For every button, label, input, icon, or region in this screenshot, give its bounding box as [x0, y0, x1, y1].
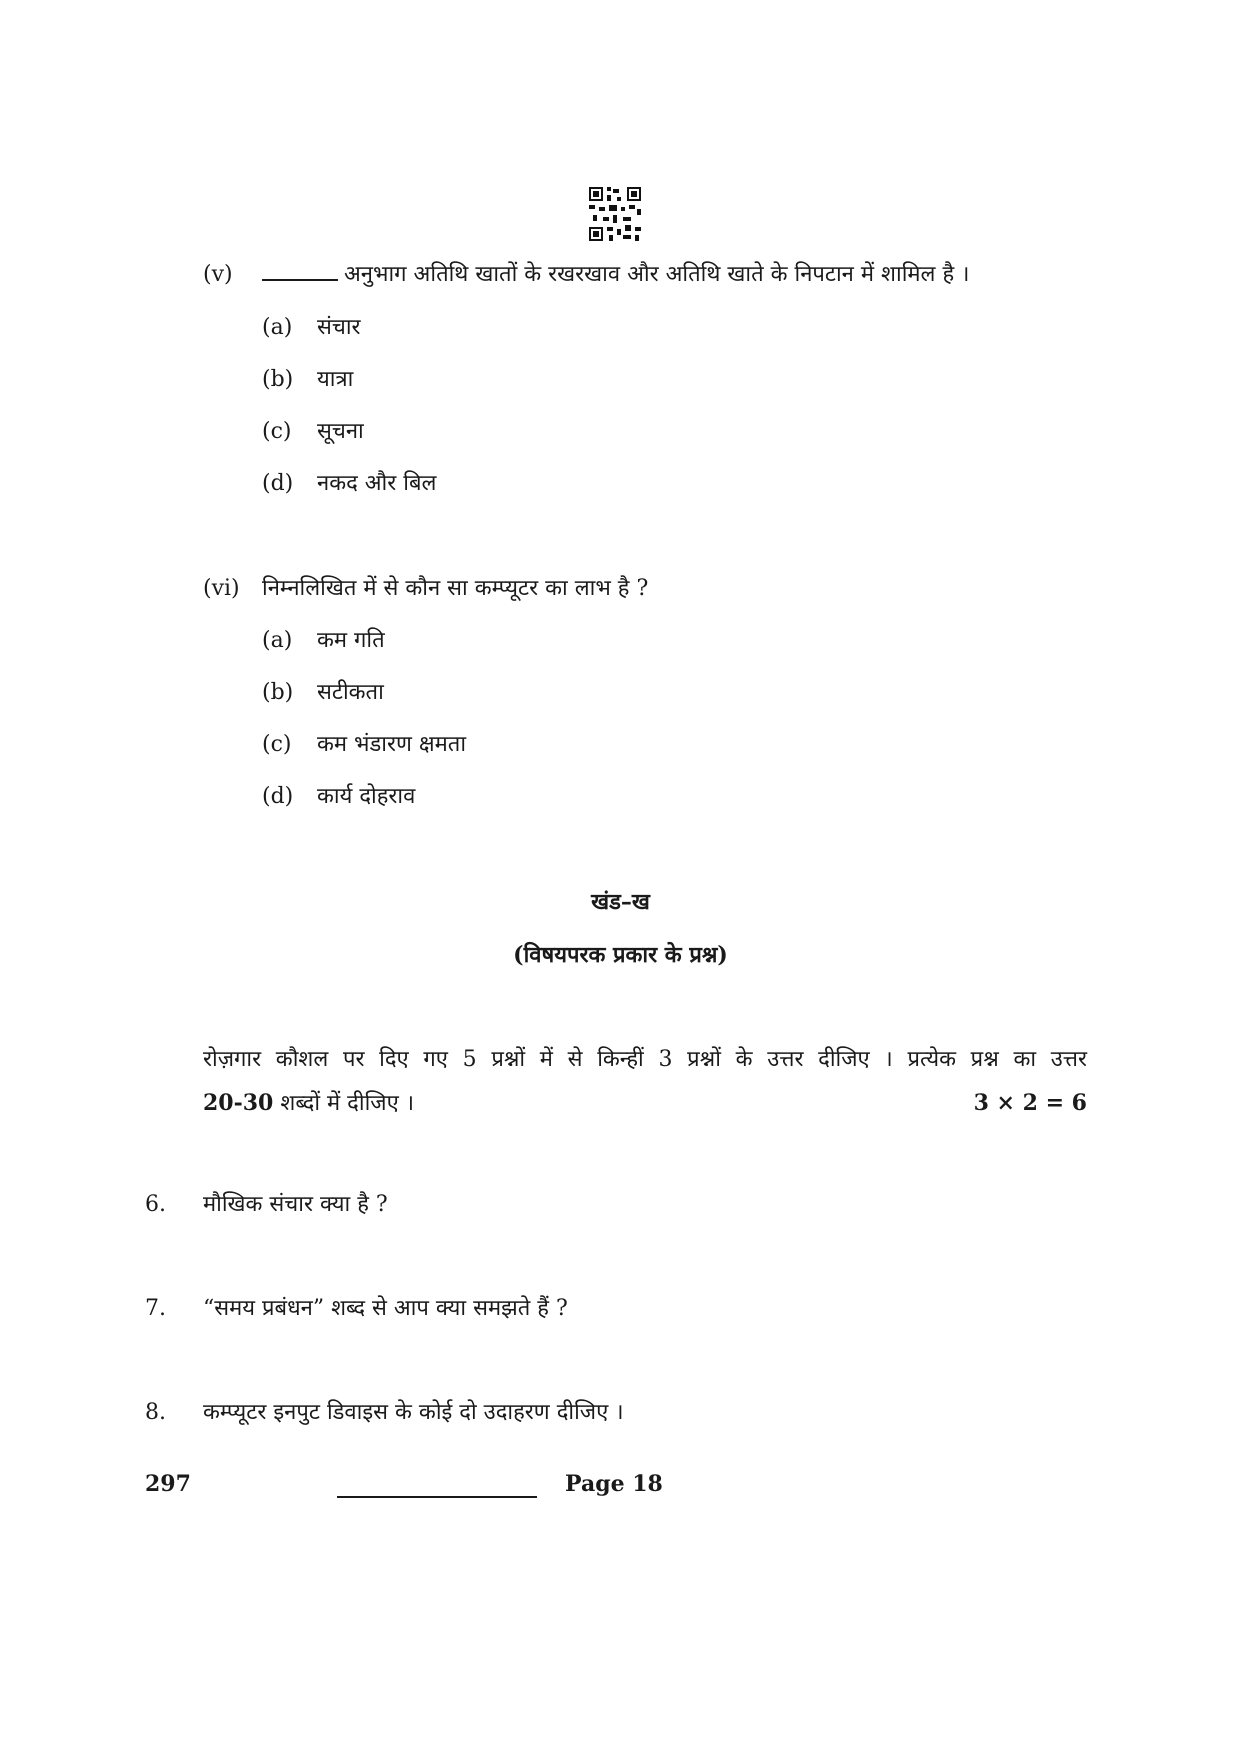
option-text: संचार	[317, 315, 361, 340]
option-label: (c)	[262, 419, 292, 444]
question-number: (v)	[203, 262, 233, 287]
option-label: (a)	[262, 315, 293, 340]
instructions-line-1: रोज़गार कौशल पर दिए गए 5 प्रश्नों में से किन्हीं 3 प्रश्नों के उत्तर दीजिए । प्रत्येक प्रश्न का उत्तर	[203, 1047, 1087, 1072]
option-label: (a)	[262, 628, 293, 653]
instructions-line-2	[203, 1089, 414, 1118]
question-number: 6.	[145, 1192, 166, 1217]
paper-code: 297	[145, 1471, 191, 1497]
question-stem-text: अनुभाग अतिथि खातों के रखरखाव और अतिथि खाते के निपटान में शामिल है ।	[344, 262, 970, 287]
option-label: (c)	[262, 732, 292, 757]
option-label: (d)	[262, 471, 294, 496]
question-number: 8.	[145, 1400, 166, 1425]
option-text: नकद और बिल	[317, 471, 437, 496]
page-number: Page 18	[565, 1471, 663, 1497]
option-label: (b)	[262, 367, 294, 392]
word-limit: 20-30	[203, 1090, 274, 1116]
instructions-line-2-text: शब्दों में दीजिए ।	[280, 1091, 415, 1116]
question-stem	[262, 261, 969, 289]
question-text: मौखिक संचार क्या है ?	[203, 1192, 388, 1217]
option-label: (b)	[262, 680, 294, 705]
option-text: सटीकता	[317, 680, 384, 705]
option-text: यात्रा	[317, 367, 354, 392]
footer-rule	[337, 1496, 537, 1498]
option-text: कार्य दोहराव	[317, 784, 416, 809]
qr-code-icon	[589, 187, 641, 241]
marks-allocation: 3 × 2 = 6	[973, 1090, 1087, 1116]
question-text: कम्प्यूटर इनपुट डिवाइस के कोई दो उदाहरण दीजिए ।	[203, 1400, 624, 1425]
fill-in-blank	[262, 261, 338, 281]
option-text: कम गति	[317, 628, 385, 653]
question-number: (vi)	[203, 576, 240, 601]
question-stem: निम्नलिखित में से कौन सा कम्प्यूटर का लाभ है ?	[262, 576, 649, 601]
option-text: कम भंडारण क्षमता	[317, 732, 467, 757]
section-subtitle: (विषयपरक प्रकार के प्रश्न)	[513, 942, 728, 968]
question-number: 7.	[145, 1296, 166, 1321]
option-text: सूचना	[317, 419, 364, 444]
option-label: (d)	[262, 784, 294, 809]
question-text: “समय प्रबंधन” शब्द से आप क्या समझते हैं ?	[203, 1296, 568, 1321]
section-title: खंड–ख	[591, 889, 650, 915]
